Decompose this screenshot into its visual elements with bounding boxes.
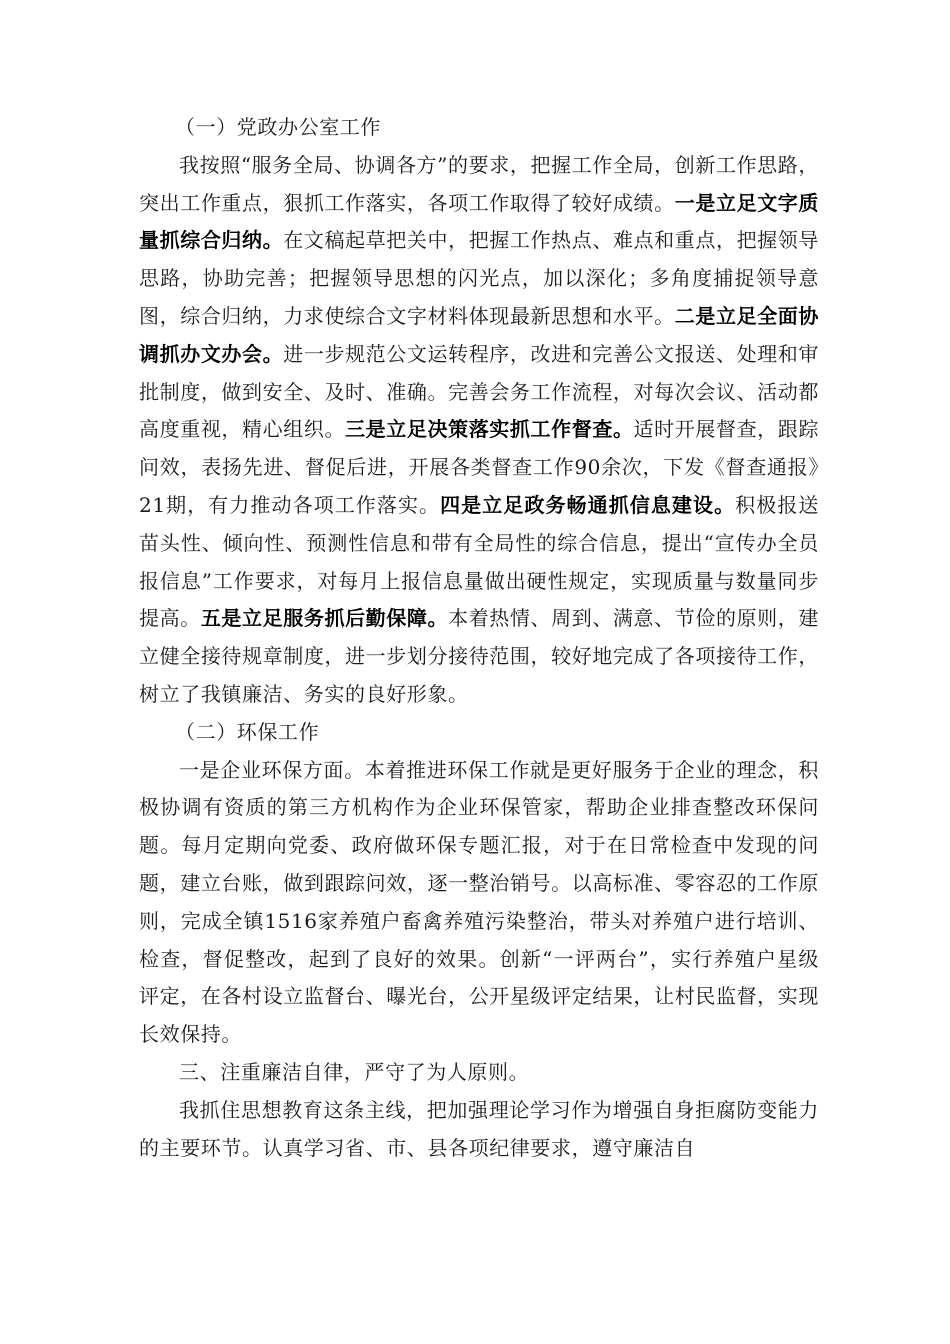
point3-title: 三是立足决策落实抓工作督查。 <box>345 417 634 442</box>
section3-heading: 三、注重廉洁自律，严守了为人原则。 <box>179 1059 530 1084</box>
section2-heading: （二）环保工作 <box>175 719 320 744</box>
section2-paragraph: 一是企业环保方面。本着推进环保工作就是更好服务于企业的理念，积极协调有资质的第三方机构作为企业环保管家，帮助企业排查整改环保问题。每月定期向党委、政府做环保专题汇报，对于在日常检查中发现的问题，建立台账，做到跟踪问效，逐一整治销号。以高标准、零容忍的工作原则，完成全镇1516家养殖户畜禽养殖污染整治，带头对养殖户进行培训、检查，督促整改，起到了良好的效果。创新“一评两台”，实行养殖户星级评定，在各村设立监督台、曝光台，公开星级评定结果，让村民监督，实现长效保持。 <box>139 757 819 1047</box>
point4-text: 积极报送苗头性、倾向性、预测性信息和带有全局性的综合信息，提出“宣传办全员报信息”工作要求，对每月上报信息量做出硬性规定，实现质量与数量同步提高。 <box>139 492 819 631</box>
section3-paragraph: 我抓住思想教育这条主线，把加强理论学习作为增强自身拒腐防变能力的主要环节。认真学习省、市、县各项纪律要求，遵守廉洁自 <box>139 1097 819 1160</box>
point1-text: 在文稿起草把关中，把握工作热点、难点和重点，把握领导思路，协助完善；把握领导思想的闪光点，加以深化；多角度捕捉领导意图，综合归纳，力求使综合文字材料体现最新思想和水平。 <box>139 228 819 328</box>
point2-text: 进一步规范公文运转程序，改进和完善公文报送、处理和审批制度，做到安全、及时、准确。完善会务工作流程，对每次会议、活动都高度重视，精心组织。 <box>139 341 819 442</box>
section1-intro: 我按照“服务全局、协调各方”的要求，把握工作全局，创新工作思路，突出工作重点，狠抓工作落实，各项工作取得了较好成绩。 <box>139 152 819 215</box>
point2-title: 二是立足全面协调抓办文办会。 <box>139 303 820 366</box>
section1-paragraph <box>139 147 819 714</box>
section1-heading: （一）党政办公室工作 <box>175 115 381 139</box>
point5-text: 本着热情、周到、满意、节俭的原则，建立健全接待规章制度，进一步划分接待范围，较好地完成了各项接待工作，树立了我镇廉洁、务实的良好形象。 <box>139 606 819 706</box>
point3-text: 适时开展督查，跟踪问效，表扬先进、督促后进，开展各类督查工作90余次，下发《督查通报》21期，有力推动各项工作落实。 <box>139 417 819 517</box>
point1-title: 一是立足文字质量抓综合归纳。 <box>139 190 820 253</box>
point5-title: 五是立足服务抓后勤保障。 <box>200 606 449 631</box>
point4-title: 四是立足政务畅通抓信息建设。 <box>440 492 736 517</box>
document-body <box>139 109 819 1167</box>
